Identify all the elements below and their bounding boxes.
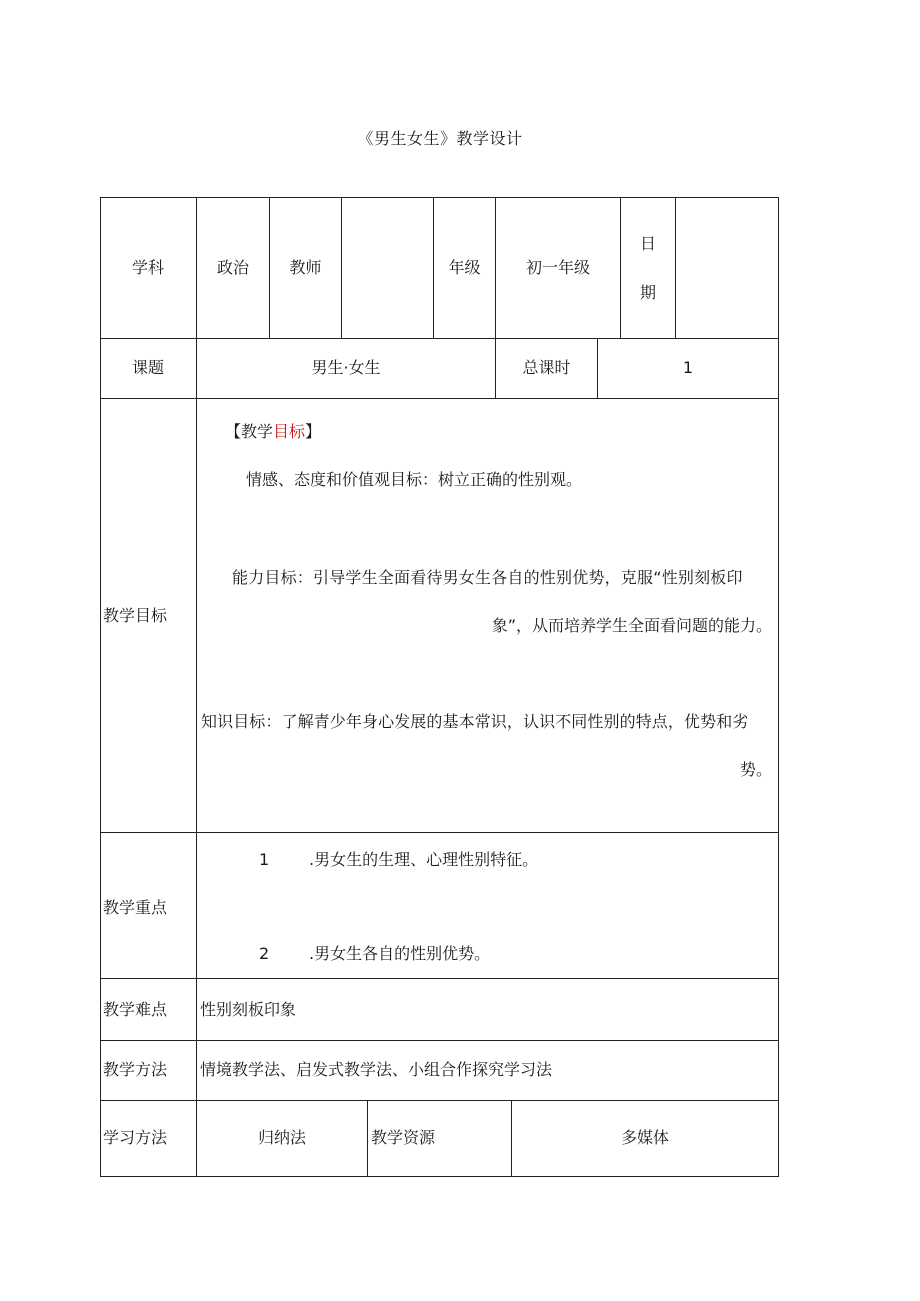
- difficulty-value: 性别刻板印象: [200, 1000, 297, 1019]
- learning-methods-label: 学习方法: [103, 1128, 168, 1147]
- date-label-top: 日: [639, 234, 656, 253]
- row-divider: [100, 398, 779, 399]
- page-title: 《男生女生》教学设计: [357, 129, 523, 148]
- key-point-text: .男女生各自的性别优势。: [309, 944, 491, 963]
- row-divider: [100, 832, 779, 833]
- col-divider: [620, 197, 621, 338]
- row-divider: [100, 338, 779, 339]
- ability-objective-line2: 象”，从而培养学生全面看问题的能力。: [491, 616, 772, 635]
- teacher-label: 教师: [289, 258, 322, 277]
- ability-objective-line1: 能力目标：引导学生全面看待男女生各自的性别优势，克服“性别刻板印: [232, 568, 743, 587]
- grade-label: 年级: [448, 258, 481, 277]
- subject-value: 政治: [216, 258, 249, 277]
- objectives-label: 教学目标: [103, 606, 168, 625]
- teaching-methods-label: 教学方法: [103, 1060, 168, 1079]
- total-hours-label: 总课时: [522, 358, 571, 377]
- subject-label: 学科: [131, 258, 164, 277]
- col-divider: [341, 197, 342, 338]
- emotion-objective: 情感、态度和价值观目标：树立正确的性别观。: [246, 470, 583, 489]
- topic-value: 男生·女生: [311, 358, 381, 377]
- key-point-text: .男女生的生理、心理性别特征。: [309, 850, 539, 869]
- date-label-bottom: 期: [639, 283, 656, 302]
- col-divider: [196, 197, 197, 1177]
- difficulty-label: 教学难点: [103, 1000, 168, 1019]
- grade-value: 初一年级: [525, 258, 590, 277]
- objectives-heading-prefix: 【教学: [225, 422, 274, 441]
- col-divider: [367, 1100, 368, 1177]
- row-divider: [100, 978, 779, 979]
- key-point-number: 2: [259, 944, 270, 963]
- knowledge-objective-line2: 势。: [739, 760, 772, 779]
- objectives-heading-red: 目标: [273, 422, 306, 441]
- col-divider: [675, 197, 676, 338]
- topic-label: 课题: [131, 358, 164, 377]
- learning-methods-value: 归纳法: [257, 1128, 306, 1147]
- key-point-number: 1: [259, 850, 270, 869]
- teaching-resources-value: 多媒体: [620, 1128, 669, 1147]
- row-divider: [100, 1040, 779, 1041]
- row-divider: [100, 1100, 779, 1101]
- table-border: [100, 197, 779, 1177]
- teaching-methods-value: 情境教学法、启发式教学法、小组合作探究学习法: [200, 1060, 553, 1079]
- objectives-heading: [225, 422, 321, 442]
- teaching-resources-label: 教学资源: [371, 1128, 436, 1147]
- total-hours-value: 1: [682, 358, 694, 377]
- knowledge-objective-line1: 知识目标：了解青少年身心发展的基本常识，认识不同性别的特点，优势和劣: [201, 712, 749, 731]
- objectives-heading-suffix: 】: [305, 422, 322, 441]
- key-points-label: 教学重点: [103, 898, 168, 917]
